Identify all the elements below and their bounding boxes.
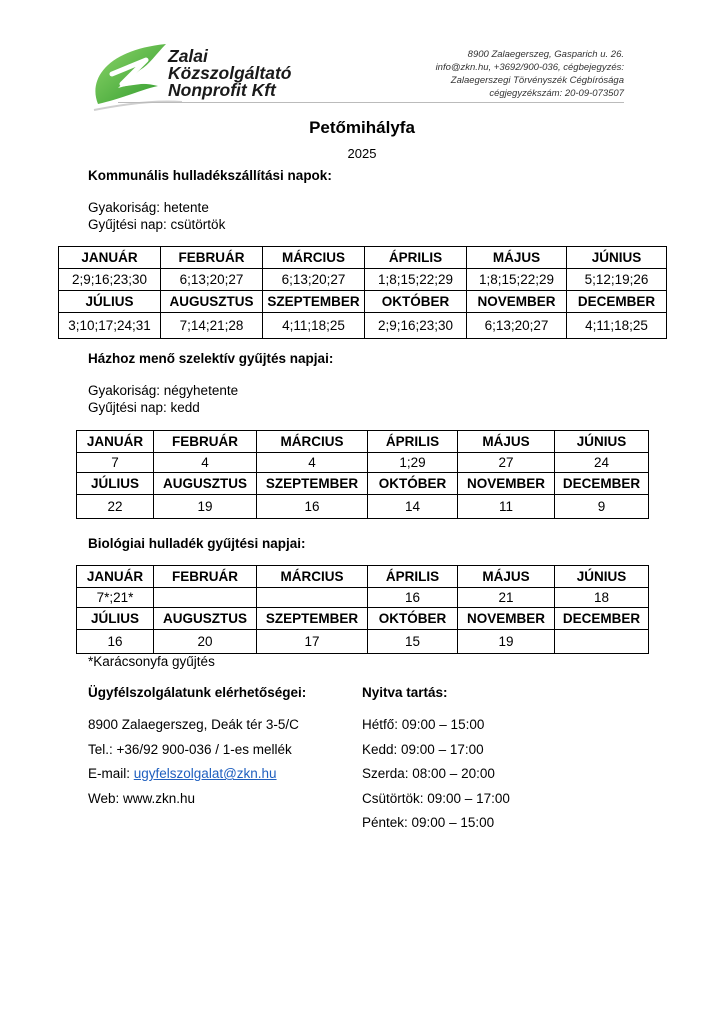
contact-web: Web: www.zkn.hu bbox=[88, 790, 196, 806]
dates-row bbox=[77, 630, 649, 654]
dates-row bbox=[77, 588, 649, 608]
communal-day: Gyűjtési nap: csütörtök bbox=[88, 217, 226, 232]
communal-heading: Kommunális hulladékszállítási napok: bbox=[88, 168, 332, 183]
month-cell: ÁPRILIS bbox=[368, 431, 458, 453]
date-cell: 19 bbox=[458, 630, 555, 654]
month-cell: SZEPTEMBER bbox=[257, 608, 368, 630]
address-line: Zalaegerszegi Törvényszék Cégbírósága bbox=[450, 75, 624, 86]
contact-email-line bbox=[88, 766, 306, 791]
date-cell: 2;9;16;23;30 bbox=[59, 269, 161, 291]
date-cell bbox=[154, 588, 257, 608]
month-cell: JANUÁR bbox=[77, 566, 154, 588]
month-cell: DECEMBER bbox=[567, 291, 667, 313]
communal-schedule-table bbox=[58, 246, 667, 339]
selective-frequency: Gyakoriság: négyhetente bbox=[88, 383, 239, 398]
month-header-row bbox=[77, 473, 649, 495]
date-cell: 16 bbox=[368, 588, 458, 608]
month-cell: FEBRUÁR bbox=[154, 431, 257, 453]
page-year: 2025 bbox=[347, 146, 377, 161]
date-cell: 27 bbox=[458, 453, 555, 473]
month-header-row bbox=[77, 431, 649, 453]
month-cell: MÁRCIUS bbox=[257, 431, 368, 453]
hours-heading: Nyitva tartás: bbox=[362, 685, 448, 700]
date-cell: 24 bbox=[555, 453, 649, 473]
month-cell: JÚNIUS bbox=[555, 431, 649, 453]
month-cell: OKTÓBER bbox=[365, 291, 467, 313]
company-address bbox=[436, 48, 624, 100]
date-cell: 5;12;19;26 bbox=[567, 269, 667, 291]
date-cell: 11 bbox=[458, 495, 555, 519]
month-cell: AUGUSZTUS bbox=[154, 608, 257, 630]
dates-row bbox=[59, 269, 667, 291]
date-cell: 17 bbox=[257, 630, 368, 654]
date-cell: 16 bbox=[77, 630, 154, 654]
company-name-line: Nonprofit Kft bbox=[168, 80, 276, 100]
month-cell: JÚNIUS bbox=[567, 247, 667, 269]
header-divider bbox=[118, 102, 624, 103]
contact-phone: Tel.: +36/92 900-036 / 1-es mellék bbox=[88, 741, 292, 757]
hours-line: Péntek: 09:00 – 15:00 bbox=[362, 815, 495, 830]
date-cell: 20 bbox=[154, 630, 257, 654]
dates-row bbox=[59, 313, 667, 339]
month-cell: MÁJUS bbox=[467, 247, 567, 269]
date-cell: 22 bbox=[77, 495, 154, 519]
date-cell: 9 bbox=[555, 495, 649, 519]
month-cell: MÁRCIUS bbox=[257, 566, 368, 588]
month-cell: MÁJUS bbox=[458, 431, 555, 453]
date-cell: 3;10;17;24;31 bbox=[59, 313, 161, 339]
date-cell: 1;8;15;22;29 bbox=[365, 269, 467, 291]
month-cell: JÚNIUS bbox=[555, 566, 649, 588]
date-cell: 14 bbox=[368, 495, 458, 519]
month-cell: JANUÁR bbox=[59, 247, 161, 269]
selective-schedule-table bbox=[76, 430, 649, 519]
company-name bbox=[168, 48, 291, 99]
month-cell: MÁRCIUS bbox=[263, 247, 365, 269]
bio-heading: Biológiai hulladék gyűjtési napjai: bbox=[88, 536, 306, 551]
date-cell: 1;29 bbox=[368, 453, 458, 473]
company-name-line: Zalai bbox=[168, 46, 208, 66]
date-cell: 6;13;20;27 bbox=[263, 269, 365, 291]
selective-heading: Házhoz menő szelektív gyűjtés napjai: bbox=[88, 351, 334, 366]
month-header-row bbox=[77, 608, 649, 630]
address-line: info@zkn.hu, +3692/900-036, cégbejegyzés: bbox=[435, 62, 624, 73]
date-cell: 4 bbox=[154, 453, 257, 473]
month-cell: NOVEMBER bbox=[467, 291, 567, 313]
date-cell: 15 bbox=[368, 630, 458, 654]
date-cell: 4;11;18;25 bbox=[263, 313, 365, 339]
month-cell: JÚLIUS bbox=[77, 608, 154, 630]
hours-line: Szerda: 08:00 – 20:00 bbox=[362, 766, 495, 781]
month-cell: OKTÓBER bbox=[368, 473, 458, 495]
date-cell: 1;8;15;22;29 bbox=[467, 269, 567, 291]
company-name-line: Közszolgáltató bbox=[168, 63, 292, 83]
month-cell: SZEPTEMBER bbox=[257, 473, 368, 495]
contact-address: 8900 Zalaegerszeg, Deák tér 3-5/C bbox=[88, 717, 299, 732]
month-cell: JÚLIUS bbox=[77, 473, 154, 495]
email-label: E-mail: bbox=[88, 766, 134, 781]
email-link[interactable]: ugyfelszolgalat@zkn.hu bbox=[133, 766, 277, 781]
date-cell: 19 bbox=[154, 495, 257, 519]
month-cell: ÁPRILIS bbox=[368, 566, 458, 588]
address-line: cégjegyzékszám: 20-09-073507 bbox=[489, 88, 624, 99]
date-cell: 18 bbox=[555, 588, 649, 608]
month-cell: MÁJUS bbox=[458, 566, 555, 588]
communal-frequency: Gyakoriság: hetente bbox=[88, 200, 209, 215]
dates-row bbox=[77, 453, 649, 473]
month-cell: OKTÓBER bbox=[368, 608, 458, 630]
month-cell: DECEMBER bbox=[555, 608, 649, 630]
date-cell bbox=[555, 630, 649, 654]
month-cell: ÁPRILIS bbox=[365, 247, 467, 269]
date-cell: 7*;21* bbox=[77, 588, 154, 608]
date-cell: 4;11;18;25 bbox=[567, 313, 667, 339]
month-cell: AUGUSZTUS bbox=[161, 291, 263, 313]
month-header-row bbox=[59, 291, 667, 313]
month-header-row bbox=[77, 566, 649, 588]
month-cell: FEBRUÁR bbox=[161, 247, 263, 269]
date-cell: 7 bbox=[77, 453, 154, 473]
month-cell: SZEPTEMBER bbox=[263, 291, 365, 313]
contact-heading: Ügyfélszolgálatunk elérhetőségei: bbox=[88, 685, 307, 700]
dates-row bbox=[77, 495, 649, 519]
month-header-row bbox=[59, 247, 667, 269]
date-cell: 6;13;20;27 bbox=[161, 269, 263, 291]
date-cell: 16 bbox=[257, 495, 368, 519]
bio-footnote: *Karácsonyfa gyűjtés bbox=[88, 654, 215, 669]
bio-schedule-table bbox=[76, 565, 649, 654]
selective-day: Gyűjtési nap: kedd bbox=[88, 400, 200, 415]
date-cell: 2;9;16;23;30 bbox=[365, 313, 467, 339]
date-cell bbox=[257, 588, 368, 608]
month-cell: AUGUSZTUS bbox=[154, 473, 257, 495]
month-cell: NOVEMBER bbox=[458, 473, 555, 495]
month-cell: JANUÁR bbox=[77, 431, 154, 453]
page-title: Petőmihályfa bbox=[309, 118, 415, 137]
date-cell: 4 bbox=[257, 453, 368, 473]
month-cell: JÚLIUS bbox=[59, 291, 161, 313]
contact-block bbox=[88, 685, 306, 815]
month-cell: NOVEMBER bbox=[458, 608, 555, 630]
hours-line: Kedd: 09:00 – 17:00 bbox=[362, 741, 484, 757]
date-cell: 6;13;20;27 bbox=[467, 313, 567, 339]
hours-line: Csütörtök: 09:00 – 17:00 bbox=[362, 790, 510, 806]
date-cell: 7;14;21;28 bbox=[161, 313, 263, 339]
month-cell: FEBRUÁR bbox=[154, 566, 257, 588]
date-cell: 21 bbox=[458, 588, 555, 608]
month-cell: DECEMBER bbox=[555, 473, 649, 495]
address-line: 8900 Zalaegerszeg, Gasparich u. 26. bbox=[467, 49, 624, 60]
hours-line: Hétfő: 09:00 – 15:00 bbox=[362, 717, 485, 732]
hours-block bbox=[362, 685, 510, 840]
